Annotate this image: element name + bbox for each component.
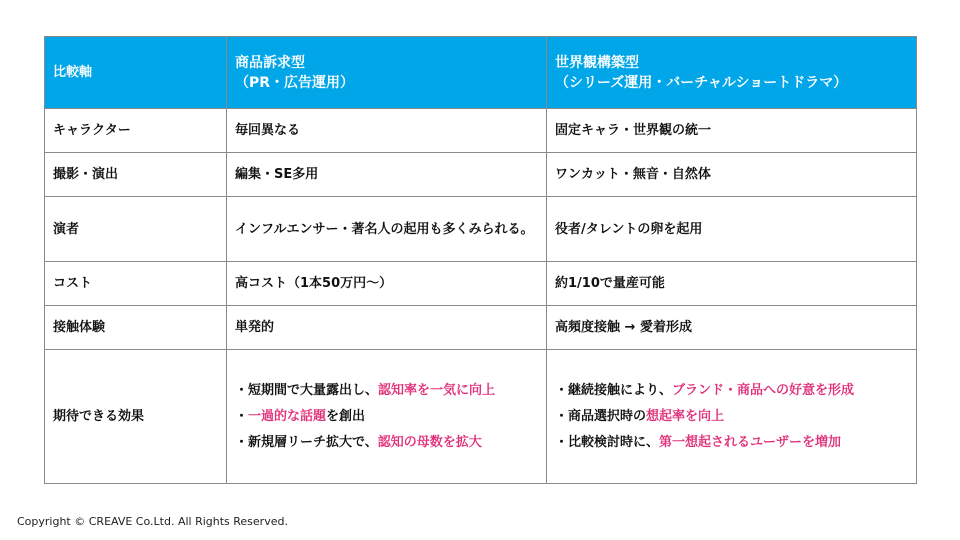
effect-text: ・継続接触により、 (555, 382, 673, 398)
effect-text: ・新規層リーチ拡大で、 (235, 434, 378, 450)
effect-text: ・短期間で大量露出し、 (235, 382, 379, 398)
header-product-sub: （PR・広告運用） (235, 74, 355, 91)
row-label: 演者 (45, 197, 227, 262)
effect-highlight: 一過的な話題 (248, 408, 327, 424)
table-body (45, 109, 917, 484)
row-label: 撮影・演出 (45, 153, 227, 197)
row-world-cell: 高頻度接触 → 愛着形成 (547, 306, 917, 350)
row-world-cell: 約1/10で量産可能 (547, 262, 917, 306)
effect-item (555, 406, 908, 428)
row-product-cell: 単発的 (227, 306, 547, 350)
effect-item (555, 380, 908, 402)
effect-highlight: 認知率を一気に向上 (378, 382, 496, 398)
comparison-table (44, 36, 917, 484)
table-header (45, 37, 917, 109)
row-label: コスト (45, 262, 227, 306)
row-label: キャラクター (45, 109, 227, 153)
header-world-type (547, 37, 917, 109)
effect-highlight: 認知の母数を拡大 (377, 434, 482, 450)
header-axis: 比較軸 (45, 37, 227, 109)
effect-text: を創出 (326, 408, 366, 424)
effect-highlight: 第一想起されるユーザーを増加 (659, 434, 842, 450)
row-product-cell: 編集・SE多用 (227, 153, 547, 197)
effect-item (235, 380, 538, 402)
effect-item (235, 432, 538, 454)
table-row (45, 109, 917, 153)
table-row (45, 197, 917, 262)
effect-product-list (235, 380, 538, 454)
row-product-cell: 高コスト（1本50万円～） (227, 262, 547, 306)
effect-highlight: 想起率を向上 (646, 408, 725, 424)
effect-text: ・ (235, 408, 249, 424)
header-row (45, 37, 917, 109)
effect-world-cell (547, 350, 917, 484)
row-world-cell: 役者/タレントの卵を起用 (547, 197, 917, 262)
table-row (45, 153, 917, 197)
effect-text: ・比較検討時に、 (555, 434, 660, 450)
effect-item (235, 406, 538, 428)
header-world-sub: （シリーズ運用・バーチャルショートドラマ） (555, 74, 848, 91)
row-label: 接触体験 (45, 306, 227, 350)
header-world-title: 世界観構築型 (555, 54, 639, 71)
copyright-text: Copyright © CREAVE Co.Ltd. All Rights Reserved. (17, 515, 288, 528)
effect-label: 期待できる効果 (45, 350, 227, 484)
row-product-cell: インフルエンサー・著名人の起用も多くみられる。 (227, 197, 547, 262)
row-world-cell: 固定キャラ・世界観の統一 (547, 109, 917, 153)
row-world-cell: ワンカット・無音・自然体 (547, 153, 917, 197)
effect-highlight: ブランド・商品への好意を形成 (672, 382, 855, 398)
header-product-title: 商品訴求型 (235, 54, 305, 71)
table-row (45, 306, 917, 350)
table-row (45, 262, 917, 306)
row-product-cell: 毎回異なる (227, 109, 547, 153)
header-product-type (227, 37, 547, 109)
effect-item (555, 432, 908, 454)
effect-row (45, 350, 917, 484)
effect-world-list (555, 380, 908, 454)
effect-text: ・商品選択時の (555, 408, 647, 424)
effect-product-cell (227, 350, 547, 484)
